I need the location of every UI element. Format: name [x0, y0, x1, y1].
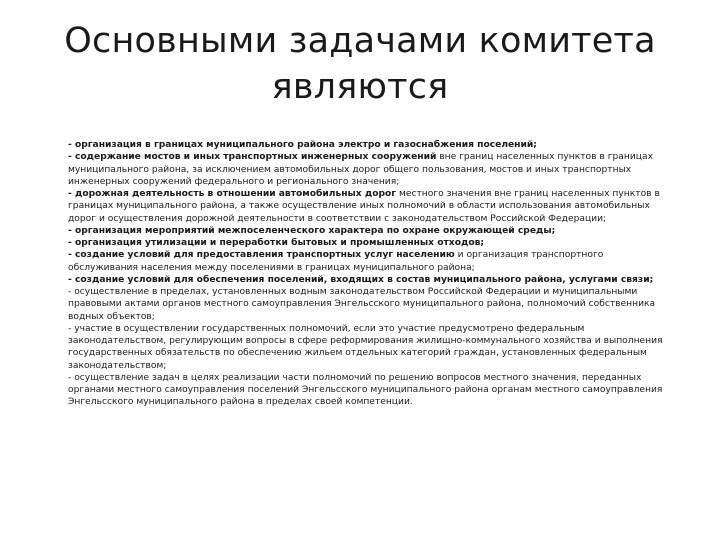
list-item-text: - участие в осуществлении государственных полномочий, если это участие предусмотрено федеральным законодательством, регулирующим вопросы в сфере реформирования жилищно-коммунального хозяйства и выполнения государственных обязательств по обеспечению жильем отдельных категорий граждан, установленных федеральным законодательством; [68, 323, 663, 371]
slide-body [68, 139, 668, 409]
slide-title-line-1: Основными задачами комитета [64, 21, 656, 61]
list-item-bold: - организация в границах муниципального района электро и газоснабжения поселений; [68, 140, 537, 150]
list-item [68, 139, 668, 151]
list-item [68, 323, 668, 372]
slide-title-line-2: являются [271, 67, 449, 107]
list-item-bold: - организация мероприятий межпоселенческого характера по охране окружающей среды; [68, 225, 556, 236]
list-item-bold: - организация утилизации и переработки бытовых и промышленных отходов; [68, 238, 485, 248]
list-item-text: - осуществление в пределах, установленных водным законодательством Российской Федерации и муниципальными правовыми актами органов местного самоуправления Энгельсского муниципального района, полномочий собственника водных объектов; [68, 287, 656, 322]
list-item-bold: - создание условий для обеспечения поселений, входящих в состав муниципального района, услугами связи; [68, 274, 654, 285]
list-item [68, 151, 668, 188]
list-item-text: - осуществление задач в целях реализации части полномочий по решению вопросов местного значения, переданных органами местного самоуправления поселений Энгельсского муниципального района органам местного самоуправления Энгельсского муниципального района в пределах своей компетенции. [68, 372, 663, 408]
list-item [68, 286, 668, 323]
list-item-bold: - дорожная деятельность в отношении автомобильных дорог [68, 189, 397, 199]
list-item-text: вне границ населенных пунктов в границах муниципального района, за исключением автомобильных дорог общего пользования, мостов и иных транспортных инженерных сооружений федерального и регионального значения; [68, 152, 653, 187]
list-item-bold: - содержание мостов и иных транспортных инженерных сооружений [68, 152, 437, 163]
list-item [68, 237, 668, 249]
list-item-text: и организация транспортного обслуживания населения между поселениями в границах муниципального района; [68, 250, 604, 273]
list-item [68, 274, 668, 286]
list-item [68, 249, 668, 274]
list-item [68, 188, 668, 225]
list-item-text: местного значения вне границ населенных пунктов в границах муниципального района, а также осуществление иных полномочий в области использования автомобильных дорог и осуществления дорожной деятельности в соответствии с законодательством Российской Федерации; [68, 189, 660, 224]
list-item-bold: - создание условий для предоставления транспортных услуг населению [68, 250, 455, 261]
slide-title [40, 18, 680, 110]
list-item [68, 225, 668, 237]
list-item [68, 372, 668, 409]
